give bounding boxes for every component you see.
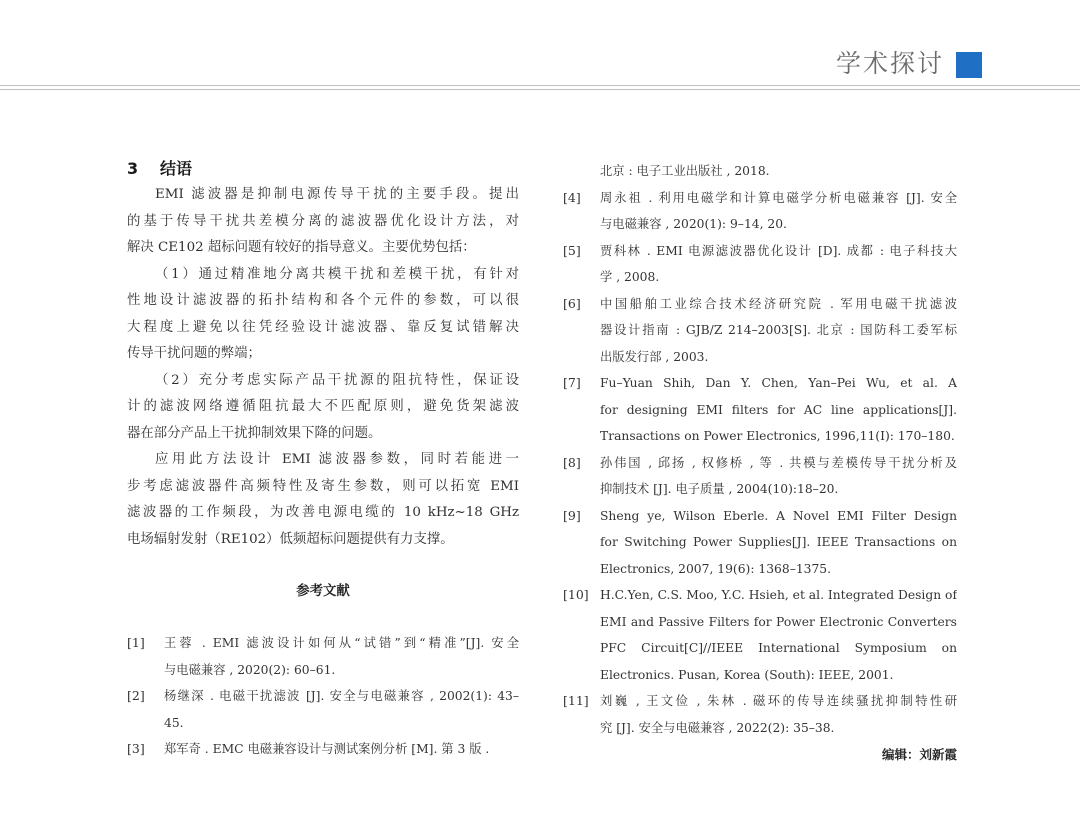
paragraph-line: 器在部分产品上干扰抑制效果下降的问题。 xyxy=(127,425,382,441)
paragraph-line: 性地设计滤波器的拓扑结构和各个元件的参数，可以很 xyxy=(127,293,519,308)
left-column xyxy=(127,158,519,763)
reference-line: 周永祖 . 利用电磁学和计算电磁学分析电磁兼容 [J]. 安全 xyxy=(600,190,957,205)
reference-line: 刘巍 , 王文俭 , 朱林 . 磁环的传导连续骚扰抑制特性研 xyxy=(600,694,957,708)
reference-list-right xyxy=(563,185,957,742)
editor-credit: 编辑：刘新霞 xyxy=(881,747,957,762)
reference-item xyxy=(563,582,957,688)
reference-item xyxy=(127,630,519,683)
reference-line: 王蓉 . EMI 滤波设计如何从“试错”到“精准”[J]. 安全 xyxy=(164,636,519,650)
reference-line: 郑军奇 . EMC 电磁兼容设计与测试案例分析 [M]. 第 3 版 . xyxy=(164,742,490,756)
paragraph-line: 电场辐射发射（RE102）低频超标问题提供有力支撑。 xyxy=(127,531,454,547)
paragraph-line: 解决 CE102 超标问题有较好的指导意义。主要优势包括： xyxy=(127,240,476,255)
reference-number: [9] xyxy=(563,507,581,523)
reference-line: EMI and Passive Filters for Power Electronic Converters xyxy=(600,614,957,629)
reference-item xyxy=(563,503,957,583)
section-number: 3 xyxy=(127,159,139,178)
paragraph-line: 滤波器的工作频段，为改善电源电缆的 10 kHz~18 GHz xyxy=(127,505,519,520)
paragraph-line: EMI 滤波器是抑制电源传导干扰的主要手段。提出 xyxy=(155,187,519,202)
reference-line: 中国船舶工业综合技术经济研究院 . 军用电磁干扰滤波 xyxy=(600,296,957,311)
reference-number: [10] xyxy=(563,587,589,602)
reference-list-left xyxy=(127,630,519,763)
reference-number: [4] xyxy=(563,189,581,205)
reference-number: [1] xyxy=(127,635,145,650)
reference-number: [6] xyxy=(563,295,581,311)
reference-line: H.C.Yen, C.S. Moo, Y.C. Hsieh, et al. Integrated Design of xyxy=(600,588,957,602)
reference-number: [7] xyxy=(563,375,581,390)
paragraph-line: 传导干扰问题的弊端； xyxy=(127,346,261,361)
paragraph-line: 计的滤波网络遵循阻抗最大不匹配原则，避免货架滤波 xyxy=(127,399,519,414)
reference-line: Fu–Yuan Shih, Dan Y. Chen, Yan–Pei Wu, et al. A xyxy=(600,376,957,390)
reference-line: 杨继深 . 电磁干扰滤波 [J]. 安全与电磁兼容 , 2002(1): 43– xyxy=(164,689,519,703)
reference-number: [11] xyxy=(563,693,589,708)
reference-line: 抑制技术 [J]. 电子质量 , 2004(10):18–20. xyxy=(600,482,839,496)
reference-item xyxy=(563,185,957,238)
reference-number: [3] xyxy=(127,741,145,756)
reference-line: Electronics, 2007, 19(6): 1368–1375. xyxy=(600,561,832,576)
reference-line: for designing EMI filters for AC line applications[J]. xyxy=(600,402,957,417)
reference-line: PFC Circuit[C]//IEEE International Symposium on xyxy=(600,641,957,655)
reference-line: 出版发行部 , 2003. xyxy=(600,349,709,364)
section-header-title: 学术探讨 xyxy=(835,49,944,78)
reference-item xyxy=(127,736,519,763)
reference-line: 学 , 2008. xyxy=(600,270,660,284)
reference-item xyxy=(563,291,957,371)
reference-item xyxy=(563,370,957,450)
section-heading xyxy=(127,158,519,182)
reference-line: 与电磁兼容 , 2020(1): 9–14, 20. xyxy=(600,217,787,231)
reference-number: [5] xyxy=(563,242,581,258)
paragraph-line: （2）充分考虑实际产品干扰源的阻抗特性，保证设 xyxy=(155,372,519,388)
reference-continuation xyxy=(563,158,957,185)
paragraph-line: 步考虑滤波器件高频特性及寄生参数，则可以拓宽 EMI xyxy=(127,478,519,494)
reference-line: Transactions on Power Electronics, 1996,11(I): 170–180. xyxy=(600,429,955,443)
right-column xyxy=(563,158,957,767)
reference-line: Sheng ye, Wilson Eberle. A Novel EMI Filter Design xyxy=(600,508,957,523)
reference-line: 与电磁兼容 , 2020(2): 60–61. xyxy=(164,662,336,677)
reference-item xyxy=(563,688,957,741)
reference-line: 孙伟国 , 邱扬 , 权修桥 , 等 . 共模与差模传导干扰分析及 xyxy=(600,455,957,470)
reference-line: Electronics. Pusan, Korea (South): IEEE, 2001. xyxy=(600,667,894,682)
reference-line: 45. xyxy=(164,715,184,730)
header-accent-square xyxy=(956,52,982,78)
reference-number: [2] xyxy=(127,688,145,703)
reference-line: 北京 : 电子工业出版社 , 2018. xyxy=(600,164,770,178)
paragraph-line: 应用此方法设计 EMI 滤波器参数，同时若能进一 xyxy=(155,452,519,467)
reference-number: [8] xyxy=(563,454,581,470)
references-heading: 参考文献 xyxy=(296,584,350,599)
reference-line: for Switching Power Supplies[J]. IEEE Transactions on xyxy=(600,535,957,549)
paragraph-line: 大程度上避免以往凭经验设计滤波器、靠反复试错解决 xyxy=(127,319,519,335)
reference-line: 贾科林 . EMI 电源滤波器优化设计 [D]. 成都 : 电子科技大 xyxy=(600,243,957,258)
reference-line: 器设计指南 : GJB/Z 214–2003[S]. 北京 : 国防科工委军标 xyxy=(600,323,957,337)
reference-line: 究 [J]. 安全与电磁兼容 , 2022(2): 35–38. xyxy=(600,720,835,735)
reference-item xyxy=(563,450,957,503)
reference-item xyxy=(563,238,957,291)
paragraph-line: （1）通过精准地分离共模干扰和差模干扰，有针对 xyxy=(155,266,519,282)
conclusion-body xyxy=(127,182,519,553)
paragraph-line: 的基于传导干扰共差模分离的滤波器优化设计方法，对 xyxy=(127,213,519,229)
section-title: 结语 xyxy=(160,159,193,178)
header-divider xyxy=(0,85,1080,90)
reference-item xyxy=(127,683,519,736)
